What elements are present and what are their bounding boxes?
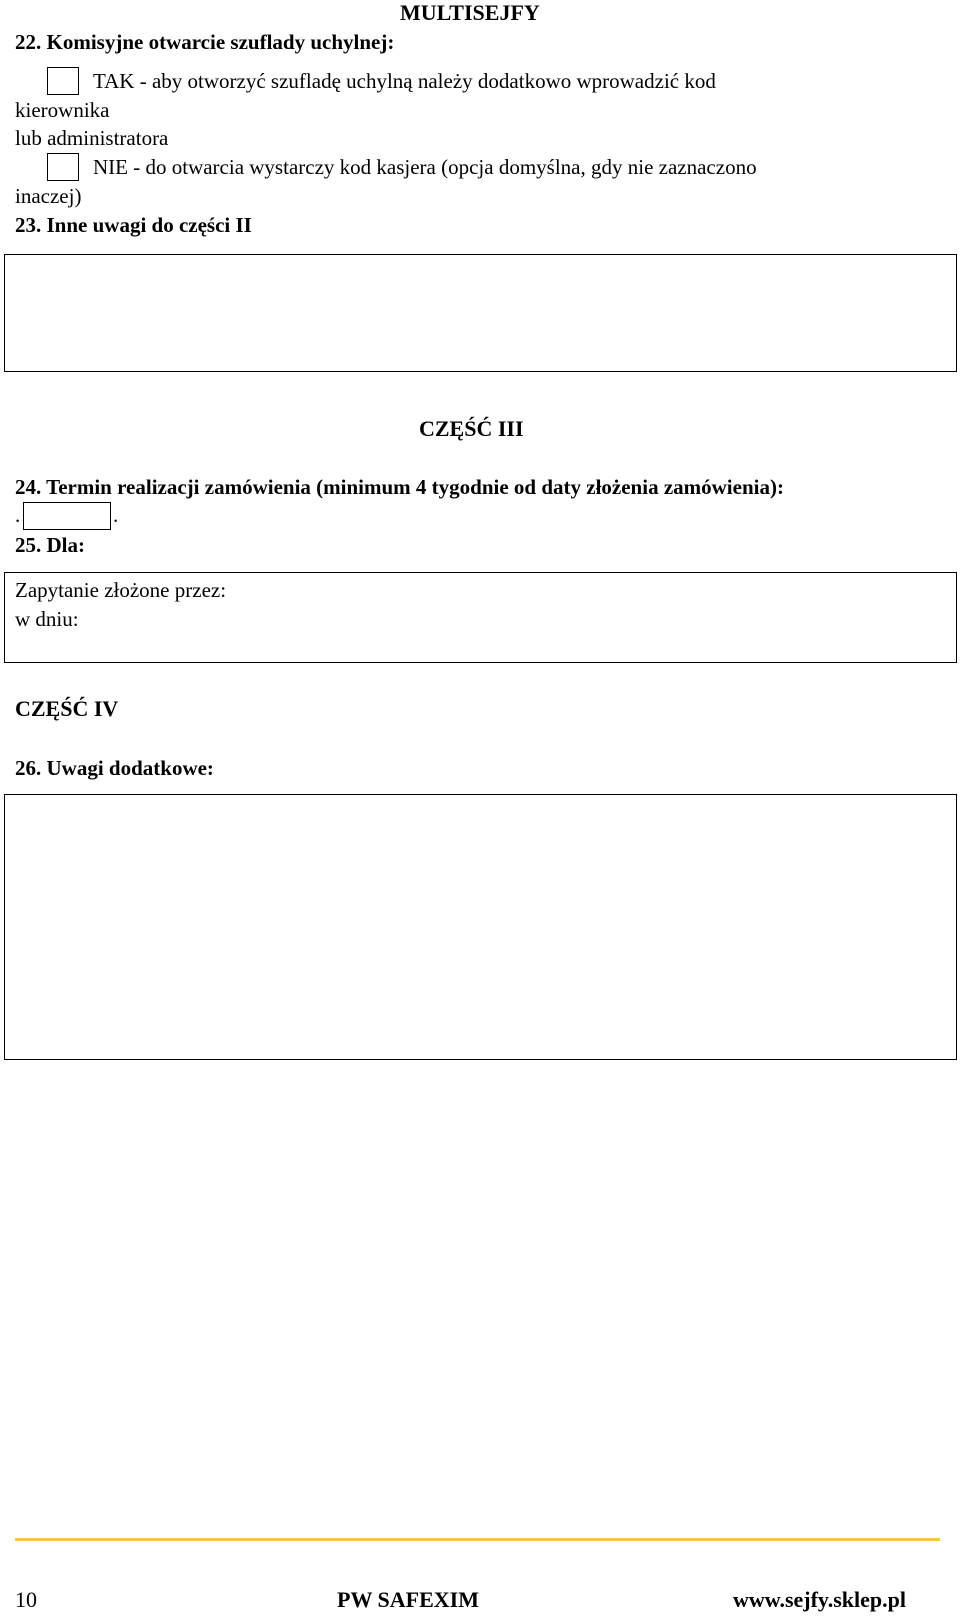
submitted-by-label: Zapytanie złożone przez: (15, 578, 227, 602)
nie-option-label: NIE - do otwarcia wystarczy kod kasjera (opcja domyślna, gdy nie zaznaczono (93, 155, 757, 179)
tak-option-label-cont: kierownika (15, 98, 110, 122)
date-label: w dniu: (15, 607, 79, 631)
q24-date-field[interactable] (23, 502, 111, 530)
q25-title: 25. Dla: (15, 533, 85, 557)
q26-additional-remarks-field[interactable] (4, 794, 957, 1060)
tak-checkbox[interactable] (47, 67, 79, 95)
q23-title: 23. Inne uwagi do części II (15, 213, 252, 237)
q24-suffix: . (113, 503, 119, 527)
nie-option-label-cont: inaczej) (15, 184, 82, 208)
footer-rule (15, 1538, 940, 1541)
footer-website: www.sejfy.sklep.pl (733, 1587, 906, 1612)
q26-title: 26. Uwagi dodatkowe: (15, 756, 214, 780)
q22-title: 22. Komisyjne otwarcie szuflady uchylnej: (15, 30, 395, 54)
document-title: MULTISEJFY (400, 0, 540, 25)
q24-title: 24. Termin realizacji zamówienia (minimum 4 tygodnie od daty złożenia zamówienia): (15, 475, 784, 499)
page-number: 10 (15, 1587, 37, 1612)
footer-company: PW SAFEXIM (337, 1587, 479, 1612)
q24-prefix: . (15, 503, 21, 527)
tak-option-label: TAK - aby otworzyć szufladę uchylną należy dodatkowo wprowadzić kod (93, 69, 716, 93)
q23-remarks-field[interactable] (4, 254, 957, 372)
part3-heading: CZĘŚĆ III (419, 416, 524, 441)
tak-option-label-cont2: lub administratora (15, 126, 169, 150)
part4-heading: CZĘŚĆ IV (15, 696, 119, 721)
nie-checkbox[interactable] (47, 153, 79, 181)
